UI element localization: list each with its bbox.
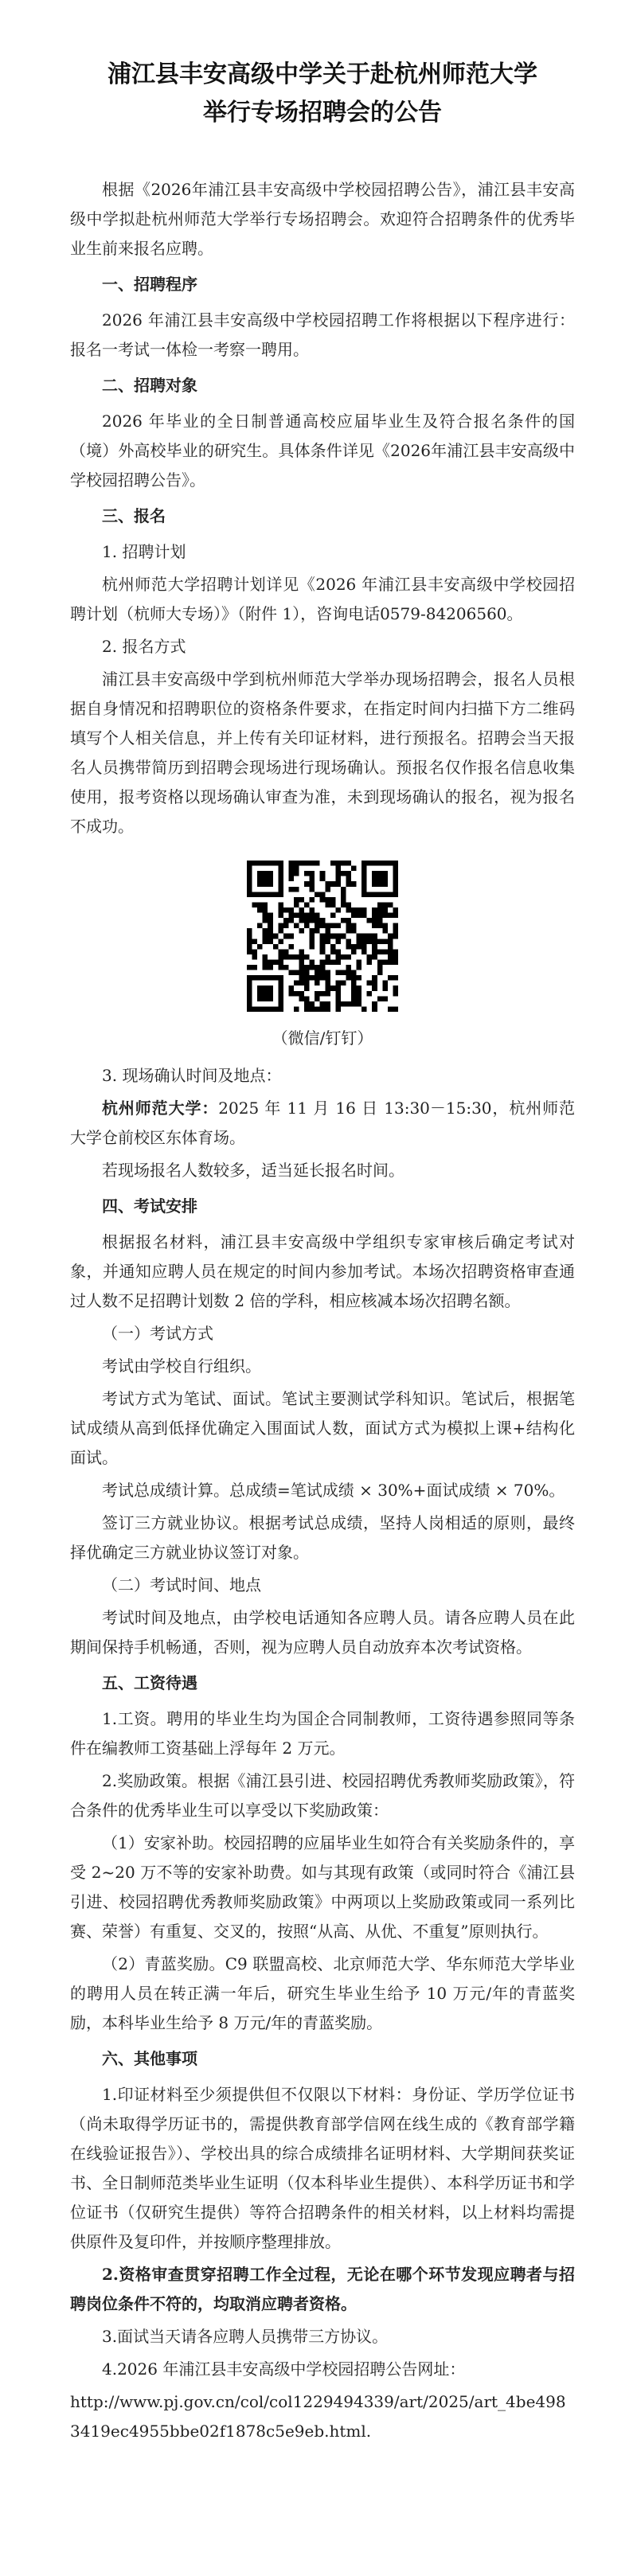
document-title [70, 56, 575, 132]
section-5-p3: （1）安家补助。校园招聘的应届毕业生如符合有关奖励条件的，享受 2~20 万不等的安家补助费。如与其现有政策（或同时符合《浦江县引进、校园招聘优秀教师奖励政策》中两项以上奖励政策或同一系列比赛、荣誉）有重复、交叉的，按照“从高、从优、不重复”原则执行。 [70, 1833, 575, 1941]
section-4-1-p4: 签订三方就业协议。根据考试总成绩，坚持人岗相适的原则，最终择优确定三方就业协议签订对象。 [70, 1513, 575, 1562]
section-3-2-text: 浦江县丰安高级中学到杭州师范大学举办现场招聘会，报名人员根据自身情况和招聘职位的资格条件要求，在指定时间内扫描下方二维码填写个人相关信息，并上传有关印证材料，进行预报名。招聘会当天报名人员携带简历到招聘会现场进行现场确认。预报名仅作报名信息收集使用，报考资格以现场确认审查为准，未到现场确认的报名，视为报名不成功。 [70, 669, 575, 836]
section-1-heading: 一、招聘程序 [102, 275, 197, 294]
section-3-3-note: 若现场报名人数较多，适当延长报名时间。 [102, 1161, 404, 1180]
section-3-heading: 三、报名 [102, 506, 166, 525]
venue-detail: 2025 年 11 月 16 日 13:30－15:30，杭州师范大学仓前校区东体育场。 [70, 1099, 576, 1147]
intro-paragraph: 根据《2026年浦江县丰安高级中学校园招聘公告》，浦江县丰安高级中学拟赴杭州师范大学举行专场招聘会。欢迎符合招聘条件的优秀毕业生前来报名应聘。 [70, 180, 575, 258]
section-4-2-text: 考试时间及地点，由学校电话通知各应聘人员。请各应聘人员在此期间保持手机畅通，否则，视为应聘人员自动放弃本次考试资格。 [70, 1608, 575, 1657]
section-3-3-heading: 3. 现场确认时间及地点： [102, 1066, 282, 1085]
section-5-p2: 2.奖励政策。根据《浦江县引进、校园招聘优秀教师奖励政策》，符合条件的优秀毕业生可以享受以下奖励政策： [70, 1771, 575, 1820]
section-6-heading: 六、其他事项 [102, 2049, 197, 2068]
section-4-2-heading: （二）考试时间、地点 [102, 1575, 261, 1594]
section-3-3-text [70, 1094, 575, 1153]
section-4-heading: 四、考试安排 [102, 1196, 197, 1216]
registration-qr-code[interactable] [70, 861, 575, 1016]
section-4-1-p1: 考试由学校自行组织。 [102, 1356, 261, 1376]
announcement-url-link[interactable]: http://www.pj.gov.cn/col/col1229494339/art/2025/art_4be4983419ec4955bbe02f1878c5e9eb.html. [70, 2392, 566, 2441]
qr-code-image [247, 861, 398, 1012]
section-4-1-heading: （一）考试方式 [102, 1324, 213, 1343]
section-4-1-p2: 考试方式为笔试、面试。笔试主要测试学科知识。笔试后，根据笔试成绩从高到低择优确定入围面试人数，面试方式为模拟上课+结构化面试。 [70, 1389, 575, 1467]
section-1-text: 2026 年浦江县丰安高级中学校园招聘工作将根据以下程序进行：报名一考试一体检一考察一聘用。 [70, 310, 575, 359]
section-5-heading: 五、工资待遇 [102, 1673, 197, 1692]
section-6-p1: 1.印证材料至少须提供但不仅限以下材料：身份证、学历学位证书（尚未取得学历证书的，需提供教育部学信网在线生成的《教育部学籍在线验证报告》）、学校出具的综合成绩排名证明材料、大学期间获奖证书、全日制师范类毕业生证明（仅本科毕业生提供）、本科学历证书和学位证书（仅研究生提供）等符合招聘条件的相关材料，以上材料均需提供原件及复印件，并按顺序整理排放。 [70, 2085, 575, 2251]
section-6-p2: 2.资格审查贯穿招聘工作全过程，无论在哪个环节发现应聘者与招聘岗位条件不符的，均取消应聘者资格。 [70, 2265, 575, 2313]
section-5-p1: 1.工资。聘用的毕业生均为国企合同制教师，工资待遇参照同等条件在编教师工资基础上浮每年 2 万元。 [70, 1709, 575, 1758]
section-4-text: 根据报名材料，浦江县丰安高级中学组织专家审核后确定考试对象，并通知应聘人员在规定的时间内参加考试。本场次招聘资格审查通过人数不足招聘计划数 2 倍的学科，相应核减本场次招聘名额。 [70, 1232, 575, 1310]
section-6-p4: 4.2026 年浦江县丰安高级中学校园招聘公告网址： [102, 2359, 466, 2379]
section-3-1-text: 杭州师范大学招聘计划详见《2026 年浦江县丰安高级中学校园招聘计划（杭师大专场）》（附件 1），咨询电话0579-84206560。 [70, 575, 575, 623]
section-4-1-p3: 考试总成绩计算。总成绩=笔试成绩 × 30%+面试成绩 × 70%。 [102, 1481, 565, 1500]
qr-caption: （微信/钉钉） [272, 1028, 373, 1048]
section-2-text: 2026 年毕业的全日制普通高校应届毕业生及符合报名条件的国（境）外高校毕业的研究生。具体条件详见《2026年浦江县丰安高级中学校园招聘公告》。 [70, 412, 575, 490]
section-6-p3: 3.面试当天请各应聘人员携带三方协议。 [102, 2327, 389, 2346]
section-5-p4: （2）青蓝奖励。C9 联盟高校、北京师范大学、华东师范大学毕业的聘用人员在转正满一年后，研究生毕业生给予 10 万元/年的青蓝奖励，本科毕业生给予 8 万元/年的青蓝奖励。 [70, 1954, 575, 2032]
title-line-2: 举行专场招聘会的公告 [203, 99, 442, 127]
section-2-heading: 二、招聘对象 [102, 376, 197, 395]
venue-label: 杭州师范大学： [102, 1099, 219, 1118]
section-3-1-heading: 1. 招聘计划 [102, 542, 186, 561]
section-3-2-heading: 2. 报名方式 [102, 637, 186, 656]
title-line-1: 浦江县丰安高级中学关于赴杭州师范大学 [107, 60, 537, 88]
